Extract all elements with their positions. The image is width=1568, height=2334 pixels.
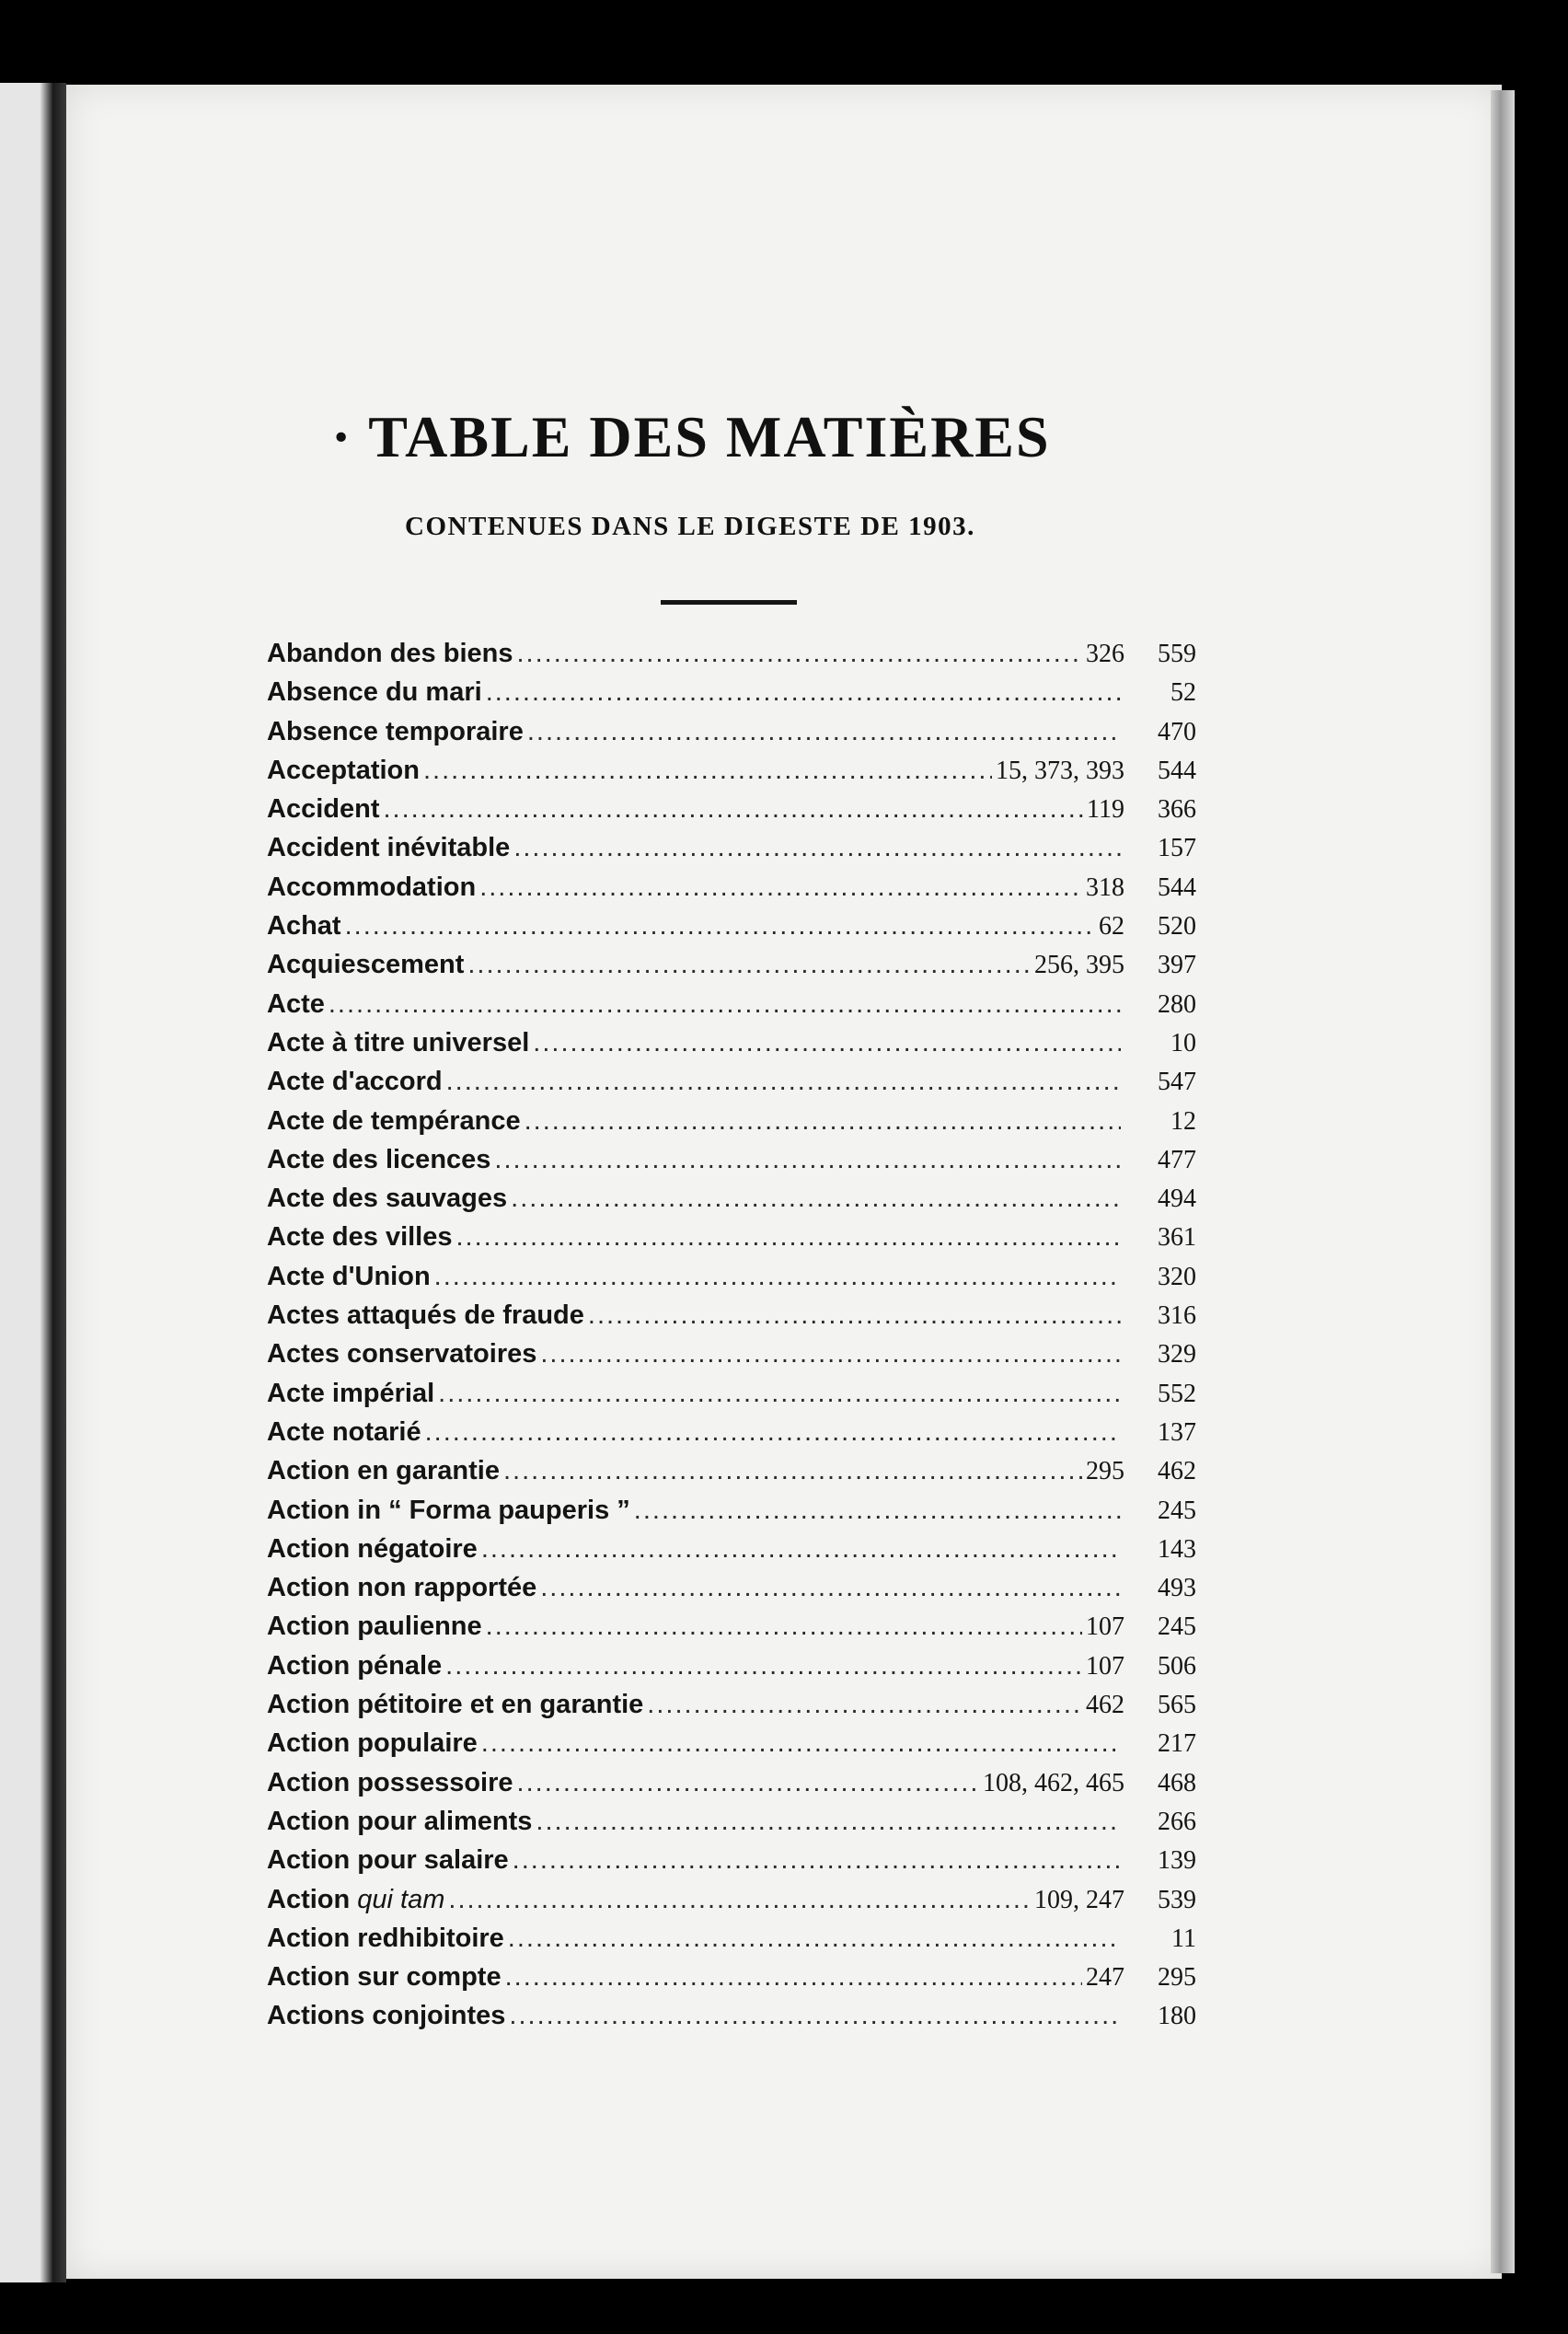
toc-entry: [267, 1885, 1196, 1924]
entry-references: 318: [1086, 872, 1124, 902]
entry-page-number: 320: [1158, 1262, 1196, 1291]
entry-page-number: 470: [1158, 717, 1196, 746]
dot-leader: [481, 1728, 1121, 1759]
toc-entry: [267, 677, 1196, 716]
entry-page-number: 520: [1158, 912, 1196, 942]
entry-term-text: Acte notarié: [267, 1416, 421, 1447]
entry-references: 462: [1086, 1691, 1124, 1720]
entry-term-text: Absence du mari: [267, 677, 482, 708]
entry-term: [267, 1456, 500, 1486]
dot-leader: [509, 2001, 1121, 2031]
entry-term-text: Action pour salaire: [267, 1845, 509, 1876]
entry-term: [267, 1690, 643, 1720]
toc-entry: [267, 1145, 1196, 1184]
entry-term: [267, 1728, 478, 1759]
dot-leader: [494, 1145, 1121, 1175]
entry-page-number: 157: [1158, 834, 1196, 863]
dot-leader: [456, 1222, 1122, 1253]
entry-term-text: Abandon des biens: [267, 639, 513, 668]
entry-term-text: Acquiescement: [267, 950, 465, 980]
entry-term-text: Action in “ Forma pauperis ”: [267, 1495, 630, 1525]
dot-leader: [647, 1690, 1082, 1720]
entry-term-text: Absence temporaire: [267, 716, 524, 746]
entry-references: 15, 373, 393: [996, 756, 1124, 785]
dot-leader: [445, 1651, 1082, 1681]
entry-term: [267, 872, 476, 903]
page-stack-edge: [1491, 90, 1515, 2273]
entry-term-text: Acte des villes: [267, 1222, 453, 1253]
entry-page-number: 329: [1158, 1340, 1196, 1369]
entry-term: [267, 1067, 443, 1097]
entry-page-number: 12: [1170, 1106, 1196, 1136]
entry-page-number: 477: [1158, 1145, 1196, 1174]
entry-references: 109, 247: [1034, 1885, 1124, 1914]
entry-page-number: 559: [1158, 640, 1196, 668]
dot-leader: [516, 639, 1082, 669]
dot-leader: [481, 1534, 1121, 1565]
entry-term: [267, 1534, 478, 1565]
page-title: · TABLE DES MATIÈRES: [331, 404, 1051, 469]
book-binding-edge: [0, 83, 66, 2282]
toc-entry: [267, 1612, 1196, 1650]
dot-leader: [634, 1496, 1121, 1526]
entry-page-number: 10: [1170, 1028, 1196, 1057]
dot-leader: [438, 1379, 1121, 1409]
dot-leader: [434, 1262, 1121, 1292]
entry-references: 107: [1086, 1651, 1124, 1681]
entry-term: [267, 1768, 513, 1798]
entry-term: [267, 1379, 434, 1409]
toc-entry: [267, 1417, 1196, 1456]
toc-entry: [267, 1573, 1196, 1612]
toc-entry: [267, 872, 1196, 911]
entry-term-text: Accommodation: [267, 872, 477, 902]
dot-leader: [511, 1184, 1121, 1214]
toc-entry: [267, 1456, 1196, 1495]
toc-entry: [267, 1845, 1196, 1884]
toc-entry: [267, 1339, 1196, 1378]
entry-references: 119: [1087, 795, 1124, 825]
entry-term: [267, 1145, 490, 1175]
entry-page-number: 295: [1158, 1963, 1196, 1993]
dot-leader: [486, 1612, 1082, 1642]
dot-leader: [383, 794, 1083, 825]
entry-page-number: 316: [1158, 1301, 1196, 1331]
toc-entry: [267, 1222, 1196, 1261]
entry-term-text: Acte: [267, 988, 325, 1019]
toc-entry: [267, 1807, 1196, 1845]
entry-page-number: 11: [1171, 1924, 1196, 1953]
entry-term-text: Action paulienne: [267, 1612, 482, 1642]
entry-term-text: Acte de tempérance: [267, 1105, 521, 1136]
toc-entry: [267, 794, 1196, 833]
toc-entry: [267, 1651, 1196, 1690]
entry-term: [267, 1028, 529, 1058]
dot-leader: [486, 677, 1121, 708]
dot-leader: [533, 1028, 1121, 1058]
entry-term-text: Action possessoire: [267, 1767, 513, 1797]
entry-references: 62: [1099, 912, 1124, 942]
entry-term-text: Acte d'accord: [267, 1067, 443, 1097]
dot-leader: [513, 833, 1121, 863]
entry-term: [267, 1184, 507, 1214]
entry-term: [267, 1339, 536, 1369]
entry-page-number: 506: [1158, 1651, 1196, 1681]
toc-entry: [267, 1534, 1196, 1573]
dot-leader: [536, 1807, 1121, 1837]
toc-entry: [267, 989, 1196, 1028]
toc-entry: [267, 1300, 1196, 1339]
toc-entry: [267, 717, 1196, 756]
toc-entry: [267, 1962, 1196, 2001]
entry-term: [267, 639, 513, 669]
toc-entry: [267, 1768, 1196, 1807]
toc-entry: [267, 1028, 1196, 1067]
entry-term: [267, 1807, 532, 1837]
dot-leader: [503, 1456, 1082, 1486]
entry-term-text: Action sur compte: [267, 1962, 502, 1993]
entry-term: [267, 989, 325, 1020]
entry-term: [267, 717, 524, 747]
entry-term-text: Acte des licences: [267, 1144, 491, 1174]
entry-page-number: 565: [1158, 1691, 1196, 1720]
entry-page-number: 494: [1158, 1184, 1196, 1214]
toc-entry: [267, 833, 1196, 872]
toc-entry: [267, 1067, 1196, 1105]
toc-entry: [267, 1924, 1196, 1962]
page-subtitle: CONTENUES DANS LE DIGESTE DE 1903.: [405, 512, 975, 541]
entry-term-text: Action non rapportée: [267, 1573, 537, 1603]
entry-term: [267, 1496, 630, 1526]
entry-term: [267, 1300, 584, 1331]
toc-entry: [267, 1728, 1196, 1767]
entry-page-number: 468: [1158, 1768, 1196, 1797]
entry-page-number: 280: [1158, 989, 1196, 1019]
entry-term-text: Action pénale: [267, 1650, 443, 1681]
entry-term-text: Acte d'Union: [267, 1261, 431, 1291]
entry-term-italic: qui tam: [357, 1884, 445, 1914]
entry-term: [267, 2001, 505, 2031]
entry-term: [267, 1573, 536, 1603]
entry-term-text: Acte impérial: [267, 1378, 435, 1408]
toc-entry: [267, 911, 1196, 950]
entry-term: [267, 1222, 453, 1253]
entry-page-number: 245: [1158, 1496, 1196, 1525]
entry-term-text: Actions conjointes: [267, 2001, 506, 2031]
dot-leader: [446, 1067, 1121, 1097]
title-rule: [661, 600, 797, 605]
entry-term: [267, 1106, 521, 1137]
toc-entry: [267, 1106, 1196, 1145]
entry-term-text: Action pétitoire et en garantie: [267, 1690, 644, 1720]
entry-term: [267, 1845, 509, 1876]
entry-term-text: Action négatoire: [267, 1533, 478, 1564]
entry-page-number: 143: [1158, 1534, 1196, 1564]
entry-page-number: 552: [1158, 1379, 1196, 1408]
dot-leader: [513, 1845, 1121, 1876]
entry-term-text: Accident: [267, 794, 380, 825]
entry-term-text: Action pour aliments: [267, 1806, 533, 1836]
entry-page-number: 544: [1158, 872, 1196, 902]
entry-term-text: Action redhibitoire: [267, 1923, 504, 1953]
entry-term-text: Acte à titre universel: [267, 1027, 530, 1057]
entry-term: [267, 677, 482, 708]
entry-term-text: Achat: [267, 911, 341, 942]
entry-term: [267, 1885, 444, 1915]
toc-entry: [267, 1184, 1196, 1222]
toc-entry: [267, 639, 1196, 677]
entry-page-number: 139: [1158, 1846, 1196, 1876]
toc-entry: [267, 1262, 1196, 1300]
toc-entry: [267, 1496, 1196, 1534]
entry-page-number: 397: [1158, 951, 1196, 980]
dot-leader: [423, 756, 992, 786]
entry-term-text: Action: [267, 1884, 351, 1914]
entry-page-number: 544: [1158, 756, 1196, 785]
entry-page-number: 217: [1158, 1729, 1196, 1759]
entry-page-number: 539: [1158, 1885, 1196, 1914]
entry-term-text: Accident inévitable: [267, 833, 511, 863]
entry-term: [267, 1417, 421, 1448]
toc-entry: [267, 756, 1196, 794]
entry-references: 247: [1086, 1963, 1124, 1993]
entry-term: [267, 911, 341, 942]
entry-term: [267, 1612, 482, 1642]
dot-leader: [467, 950, 1031, 980]
entry-page-number: 547: [1158, 1068, 1196, 1097]
table-of-contents: [267, 639, 1196, 2040]
entry-page-number: 180: [1158, 2002, 1196, 2031]
entry-term: [267, 756, 420, 786]
dot-leader: [345, 911, 1095, 942]
toc-entry: [267, 950, 1196, 988]
entry-references: 256, 395: [1034, 951, 1124, 980]
toc-entry: [267, 1690, 1196, 1728]
toc-entry: [267, 1379, 1196, 1417]
entry-references: 326: [1086, 640, 1124, 668]
entry-term: [267, 1924, 504, 1954]
entry-term: [267, 1651, 442, 1681]
entry-term-text: Acte des sauvages: [267, 1184, 508, 1214]
entry-page-number: 361: [1158, 1223, 1196, 1253]
dot-leader: [527, 717, 1121, 747]
dot-leader: [508, 1924, 1121, 1954]
dot-leader: [540, 1573, 1121, 1603]
entry-page-number: 52: [1170, 678, 1196, 708]
entry-page-number: 493: [1158, 1574, 1196, 1603]
entry-term-text: Acceptation: [267, 755, 420, 785]
entry-page-number: 137: [1158, 1417, 1196, 1447]
dot-leader: [525, 1106, 1121, 1137]
entry-term-text: Actes conservatoires: [267, 1339, 537, 1369]
entry-page-number: 462: [1158, 1457, 1196, 1486]
entry-term-text: Action en garantie: [267, 1456, 500, 1486]
entry-term-text: Action populaire: [267, 1728, 478, 1759]
dot-leader: [505, 1962, 1082, 1993]
entry-page-number: 366: [1158, 795, 1196, 825]
entry-references: 295: [1086, 1457, 1124, 1486]
dot-leader: [540, 1339, 1121, 1369]
entry-references: 108, 462, 465: [983, 1768, 1124, 1797]
entry-term-text: Actes attaqués de fraude: [267, 1300, 584, 1331]
toc-entry: [267, 2001, 1196, 2039]
dot-leader: [588, 1300, 1121, 1331]
entry-references: 107: [1086, 1612, 1124, 1642]
dot-leader: [329, 989, 1121, 1020]
dot-leader: [425, 1417, 1121, 1448]
dot-leader: [479, 872, 1082, 903]
entry-term: [267, 833, 510, 863]
entry-term: [267, 794, 379, 825]
dot-leader: [517, 1768, 979, 1798]
entry-term: [267, 1962, 502, 1993]
entry-term: [267, 950, 464, 980]
dot-leader: [448, 1885, 1031, 1915]
entry-term: [267, 1262, 431, 1292]
entry-page-number: 266: [1158, 1807, 1196, 1836]
entry-page-number: 245: [1158, 1612, 1196, 1642]
